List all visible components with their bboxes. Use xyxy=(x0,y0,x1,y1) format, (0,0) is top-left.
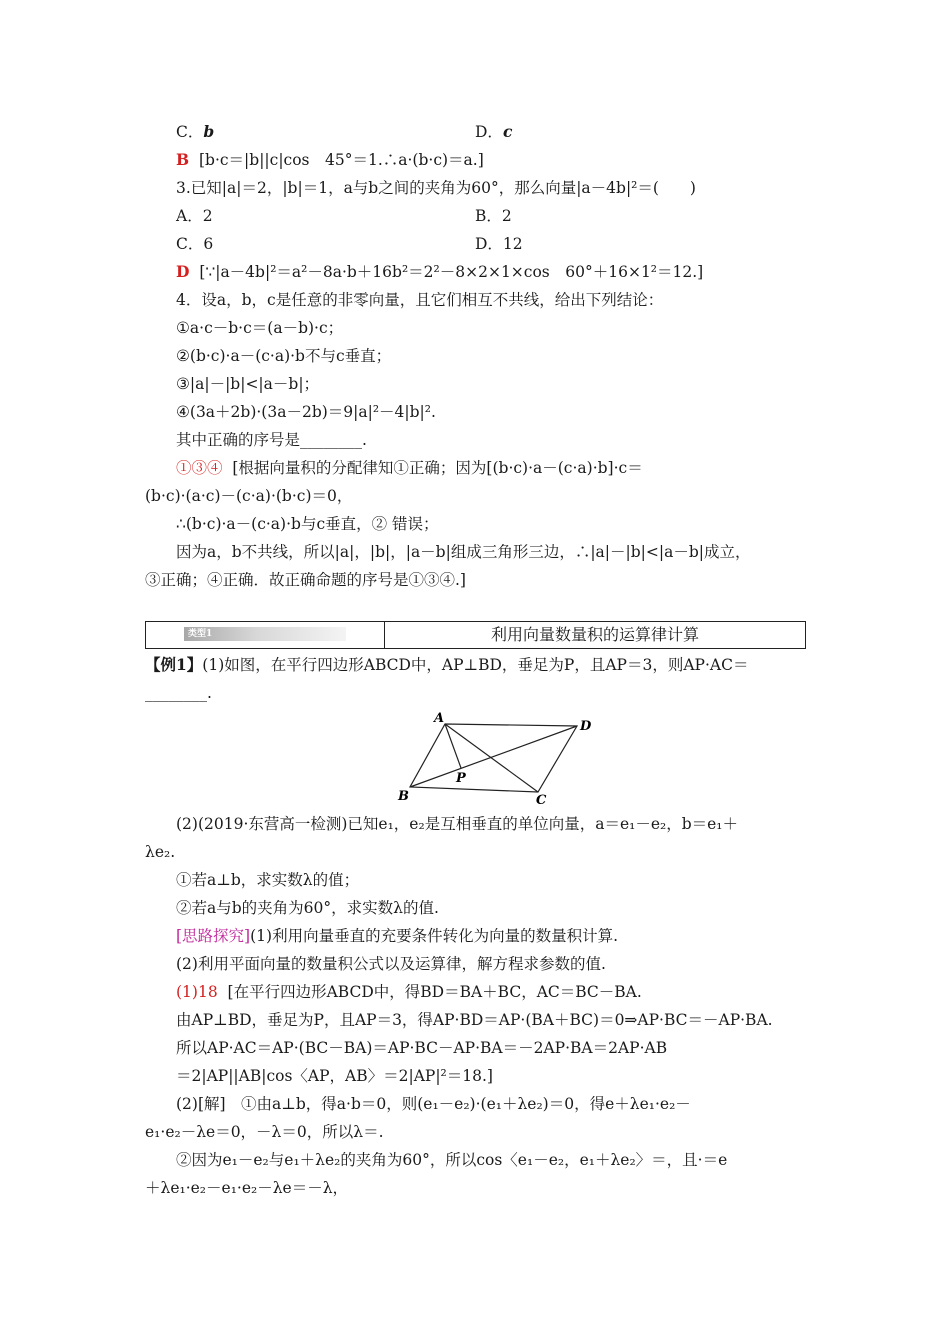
q2-option-c-value: b xyxy=(203,122,215,141)
diagonal-bd xyxy=(410,726,577,787)
parallelogram-figure xyxy=(390,708,600,808)
q3-solution xyxy=(176,262,703,282)
vertex-label-c: C xyxy=(536,793,547,808)
solution-text-1: [在平行四边形ABCD中，得BD＝BA＋BC，AC＝BC－BA. xyxy=(227,983,642,1001)
solution-line-8: ＋λe₁·e₂－e₁·e₂－λe＝－λ， xyxy=(145,1179,349,1197)
solution-answer-1: (1)18 xyxy=(176,983,218,1001)
vertex-label-a: A xyxy=(434,711,445,726)
q2-option-d xyxy=(475,122,512,142)
q2-solution xyxy=(176,150,484,170)
example-1-sub-2: ②若a与b的夹角为60°，求实数λ的值. xyxy=(176,899,439,917)
q3-stem: 3.已知|a|＝2，|b|＝1，a与b之间的夹角为60°，那么向量|a－4b|²＝( ) xyxy=(176,179,696,197)
vertex-label-d: D xyxy=(580,719,592,734)
q2-option-d-label: D． xyxy=(475,123,503,141)
parallelogram-abcd xyxy=(410,724,577,792)
q4-claim-1: ①a·c－b·c＝(a－b)·c； xyxy=(176,319,344,337)
q2-option-c xyxy=(176,122,214,142)
q2-answer: B xyxy=(176,150,190,169)
solution-line-3: 所以AP·AC＝AP·(BC－BA)＝AP·BC－AP·BA＝－2AP·BA＝2AP·AB xyxy=(176,1039,668,1057)
q4-claim-4: ④(3a＋2b)·(3a－2b)＝9|a|²－4|b|². xyxy=(176,403,436,421)
q4-question: 其中正确的序号是________. xyxy=(176,431,367,449)
solution-line-2: 由AP⊥BD，垂足为P，且AP＝3，得AP·BD＝AP·(BA＋BC)＝0⇒AP·BC＝－AP·BA. xyxy=(176,1011,773,1029)
segment-ap xyxy=(445,724,461,768)
q3-option-c: C．6 xyxy=(176,235,214,253)
vertex-label-b: B xyxy=(398,789,409,804)
q4-stem: 4．设a，b，c是任意的非零向量，且它们相互不共线，给出下列结论： xyxy=(176,291,664,309)
q2-explanation: [b·c＝|b||c|cos 45°＝1.∴a·(b·c)＝a.] xyxy=(198,151,484,169)
section-type-tag xyxy=(184,627,346,641)
example-1-heading: 【例1】 xyxy=(145,655,203,674)
section-type-label: 类型1 xyxy=(188,629,213,639)
example-1-line-1 xyxy=(145,655,748,675)
solution-line-6: e₁·e₂－λe＝0，－λ＝0，所以λ＝. xyxy=(145,1123,384,1141)
section-title: 利用向量数量积的运算律计算 xyxy=(490,625,699,644)
section-banner xyxy=(145,621,806,649)
solution-line-5: (2)[解] ①由a⊥b，得a·b＝0，则(e₁－e₂)·(e₁＋λe₂)＝0，得e＋λe₁·e₂－ xyxy=(176,1095,691,1113)
q4-solution-line-3: ∴(b·c)·a－(c·a)·b与c垂直，② 错误； xyxy=(176,515,439,533)
q4-solution-text-1: [根据向量积的分配律知①正确；因为[(b·c)·a－(c·a)·b]·c＝ xyxy=(232,459,643,477)
q4-claim-3: ③|a|－|b|<|a－b|； xyxy=(176,375,320,393)
q4-solution-line-5: ③正确；④正确．故正确命题的序号是①③④.] xyxy=(145,571,466,589)
q3-option-d: D．12 xyxy=(475,235,523,253)
solution-line-1 xyxy=(176,982,642,1002)
thinking-line-1 xyxy=(176,926,618,946)
q4-claim-2: ②(b·c)·a－(c·a)·b不与c垂直； xyxy=(176,347,392,365)
q3-explanation: [∵|a－4b|²＝a²－8a·b＋16b²＝2²－8×2×1×cos 60°＋16×1²＝12.] xyxy=(199,263,704,281)
q4-solution-line-1 xyxy=(176,458,643,478)
q4-solution-line-4: 因为a，b不共线，所以|a|，|b|，|a－b|组成三角形三边，∴|a|－|b|<|a－b|成立， xyxy=(176,543,751,561)
example-1-blank: ________. xyxy=(145,684,212,702)
q3-answer: D xyxy=(176,262,190,281)
q3-option-a: A．2 xyxy=(176,207,213,225)
q3-option-b: B．2 xyxy=(475,207,512,225)
example-1-part-2: (2)(2019·东营高一检测)已知e₁，e₂是互相垂直的单位向量，a＝e₁－e₂，b＝e₁＋ xyxy=(176,815,739,833)
example-1-part-2-cont: λe₂. xyxy=(145,843,176,861)
example-1-part-1: (1)如图，在平行四边形ABCD中，AP⊥BD，垂足为P，且AP＝3，则AP·AC＝ xyxy=(202,656,749,674)
q2-option-d-value: c xyxy=(502,122,513,141)
solution-line-4: ＝2|AP||AB|cos〈AP，AB〉＝2|AP|²＝18.] xyxy=(176,1067,493,1085)
thinking-line-2: (2)利用平面向量的数量积公式以及运算律，解方程求参数的值. xyxy=(176,955,606,973)
thinking-text-1: (1)利用向量垂直的充要条件转化为向量的数量积计算. xyxy=(250,927,618,945)
example-1-sub-1: ①若a⊥b，求实数λ的值； xyxy=(176,871,360,889)
thinking-tag: [思路探究] xyxy=(176,927,251,945)
q2-option-c-label: C． xyxy=(176,123,204,141)
solution-line-7: ②因为e₁－e₂与e₁＋λe₂的夹角为60°，所以cos〈e₁－e₂，e₁＋λe₂〉＝，且·＝e xyxy=(176,1151,728,1169)
q4-solution-line-2: (b·c)·(a·c)－(c·a)·(b·c)＝0， xyxy=(145,487,353,505)
q4-answer: ①③④ xyxy=(176,459,223,477)
point-label-p: P xyxy=(456,771,466,786)
